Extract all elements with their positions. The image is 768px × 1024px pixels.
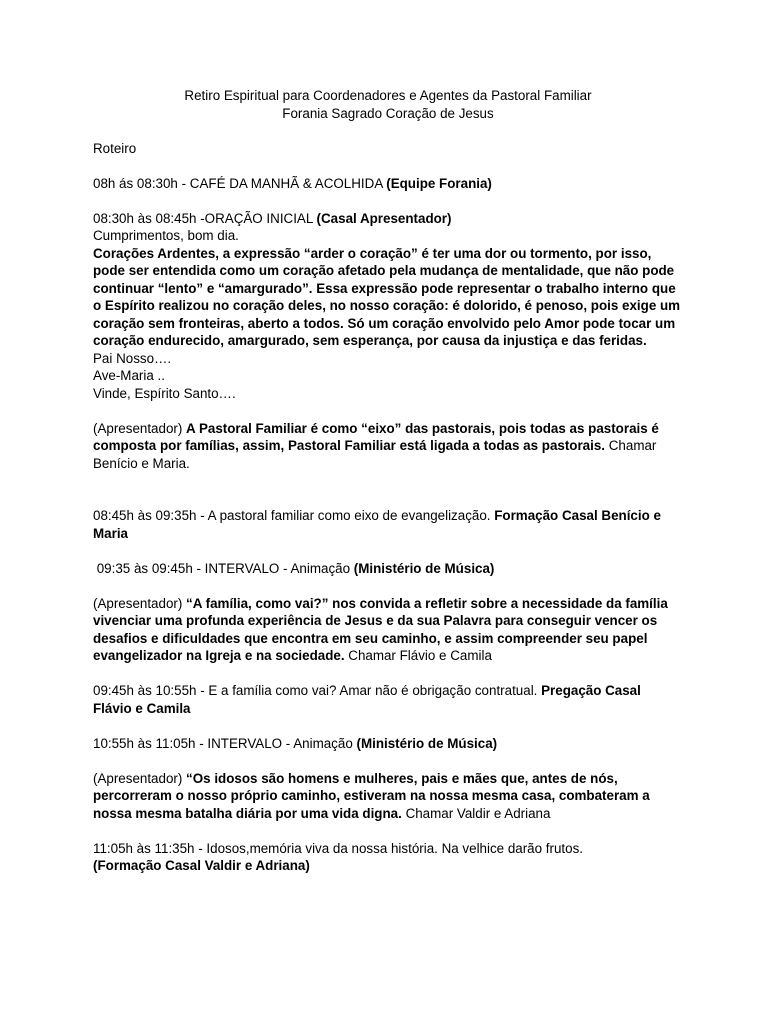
reflection-text: Corações Ardentes, a expressão “arder o coração” é ter uma dor ou tormento, por isso, pode ser entendida como um coração afetado pela mudança de mentalidade, que não pode continuar “lento” e “amargurado”. Essa expressão pode representar o trabalho interno que o Espírito realizou no coração deles, no nosso coração: é dolorido, é penoso, pois exige um coração sem fronteiras, aberto a todos. Só um coração envolvido pelo Amor pode tocar um coração endurecido, amargurado, sem esperança, por causa da injustiça e das feridas. <box>93 245 681 348</box>
presenter-prefix: (Apresentador) <box>93 595 187 611</box>
schedule-item-formacao-valdir <box>93 840 683 875</box>
presenter-suffix: Chamar Flávio e Camila <box>344 648 492 663</box>
greeting-text: Cumprimentos, bom dia. <box>93 228 239 243</box>
presenter-bold-text: “Os idosos são homens e mulheres, pais e mães que, antes de nós, percorreram o nosso próprio caminho, estiveram na nossa mesma casa, combateram a nossa mesma batalha diária por uma vida digna. <box>93 770 650 821</box>
schedule-item-intervalo-2 <box>93 735 683 753</box>
schedule-responsible: Formação Casal Benício e Maria <box>93 508 661 541</box>
schedule-item-intervalo-1 <box>93 560 683 578</box>
schedule-responsible: (Ministério de Música) <box>356 735 498 751</box>
presenter-suffix: Chamar Benício e Maria. <box>93 438 657 471</box>
presenter-bold-text: “A família, como vai?” nos convida a refletir sobre a necessidade da família vivenciar uma profunda experiência de Jesus e da sua Palavra para conseguir vencer os desafios e dificuldades que encontra em seu caminho, e assim compreender seu papel evangelizador na Igreja e na sociedade. <box>93 595 668 663</box>
schedule-responsible: (Formação Casal Valdir e Adriana) <box>93 858 310 873</box>
schedule-responsible: Pregação Casal Flávio e Camila <box>93 683 641 716</box>
document-page <box>93 87 683 892</box>
presenter-note-familia <box>93 595 683 665</box>
schedule-time-text: 08:45h às 09:35h - A pastoral familiar como eixo de evangelização. <box>93 508 495 523</box>
schedule-time-text: 10:55h às 11:05h - INTERVALO - Animação <box>93 735 357 751</box>
schedule-item-formacao-benicio <box>93 507 683 542</box>
presenter-bold-text: A Pastoral Familiar é como “eixo” das pastorais, pois todas as pastorais é composta por famílias, assim, Pastoral Familiar está ligada a todas as pastorais. <box>93 420 659 453</box>
presenter-note-idosos <box>93 770 683 823</box>
schedule-time-text: 09:45h às 10:55h - E a família como vai? Amar não é obrigação contratual. <box>93 683 542 698</box>
schedule-responsible: (Casal Apresentador) <box>316 210 452 226</box>
presenter-note-pastoral <box>93 420 683 473</box>
schedule-time-text: 09:35 às 09:45h - INTERVALO - Animação <box>93 560 354 576</box>
roteiro-label: Roteiro <box>93 140 137 156</box>
presenter-prefix: (Apresentador) <box>93 770 187 786</box>
schedule-heading-line <box>93 210 683 228</box>
schedule-responsible: (Equipe Forania) <box>386 175 492 191</box>
document-title-line2: Forania Sagrado Coração de Jesus <box>282 105 494 121</box>
prayer-pai-nosso: Pai Nosso…. <box>93 350 172 366</box>
document-title-line1: Retiro Espiritual para Coordenadores e Agentes da Pastoral Familiar <box>184 88 592 103</box>
schedule-item-cafe <box>93 175 683 193</box>
presenter-prefix: (Apresentador) <box>93 420 187 436</box>
schedule-item-pregacao-flavio <box>93 682 683 717</box>
prayer-ave-maria: Ave-Maria .. <box>93 368 165 383</box>
schedule-responsible: (Ministério de Música) <box>353 560 495 576</box>
schedule-time-text: 11:05h às 11:35h - Idosos,memória viva da nossa história. Na velhice darão frutos. <box>93 840 584 856</box>
schedule-item-oracao-inicial <box>93 210 683 403</box>
prayer-vinde-espirito: Vinde, Espírito Santo…. <box>93 385 236 401</box>
document-header <box>93 87 683 122</box>
presenter-suffix: Chamar Valdir e Adriana <box>401 805 551 821</box>
schedule-time-text: 08:30h às 08:45h -ORAÇÃO INICIAL <box>93 210 317 226</box>
schedule-time-text: 08h ás 08:30h - CAFÉ DA MANHÃ & ACOLHIDA <box>93 175 387 191</box>
